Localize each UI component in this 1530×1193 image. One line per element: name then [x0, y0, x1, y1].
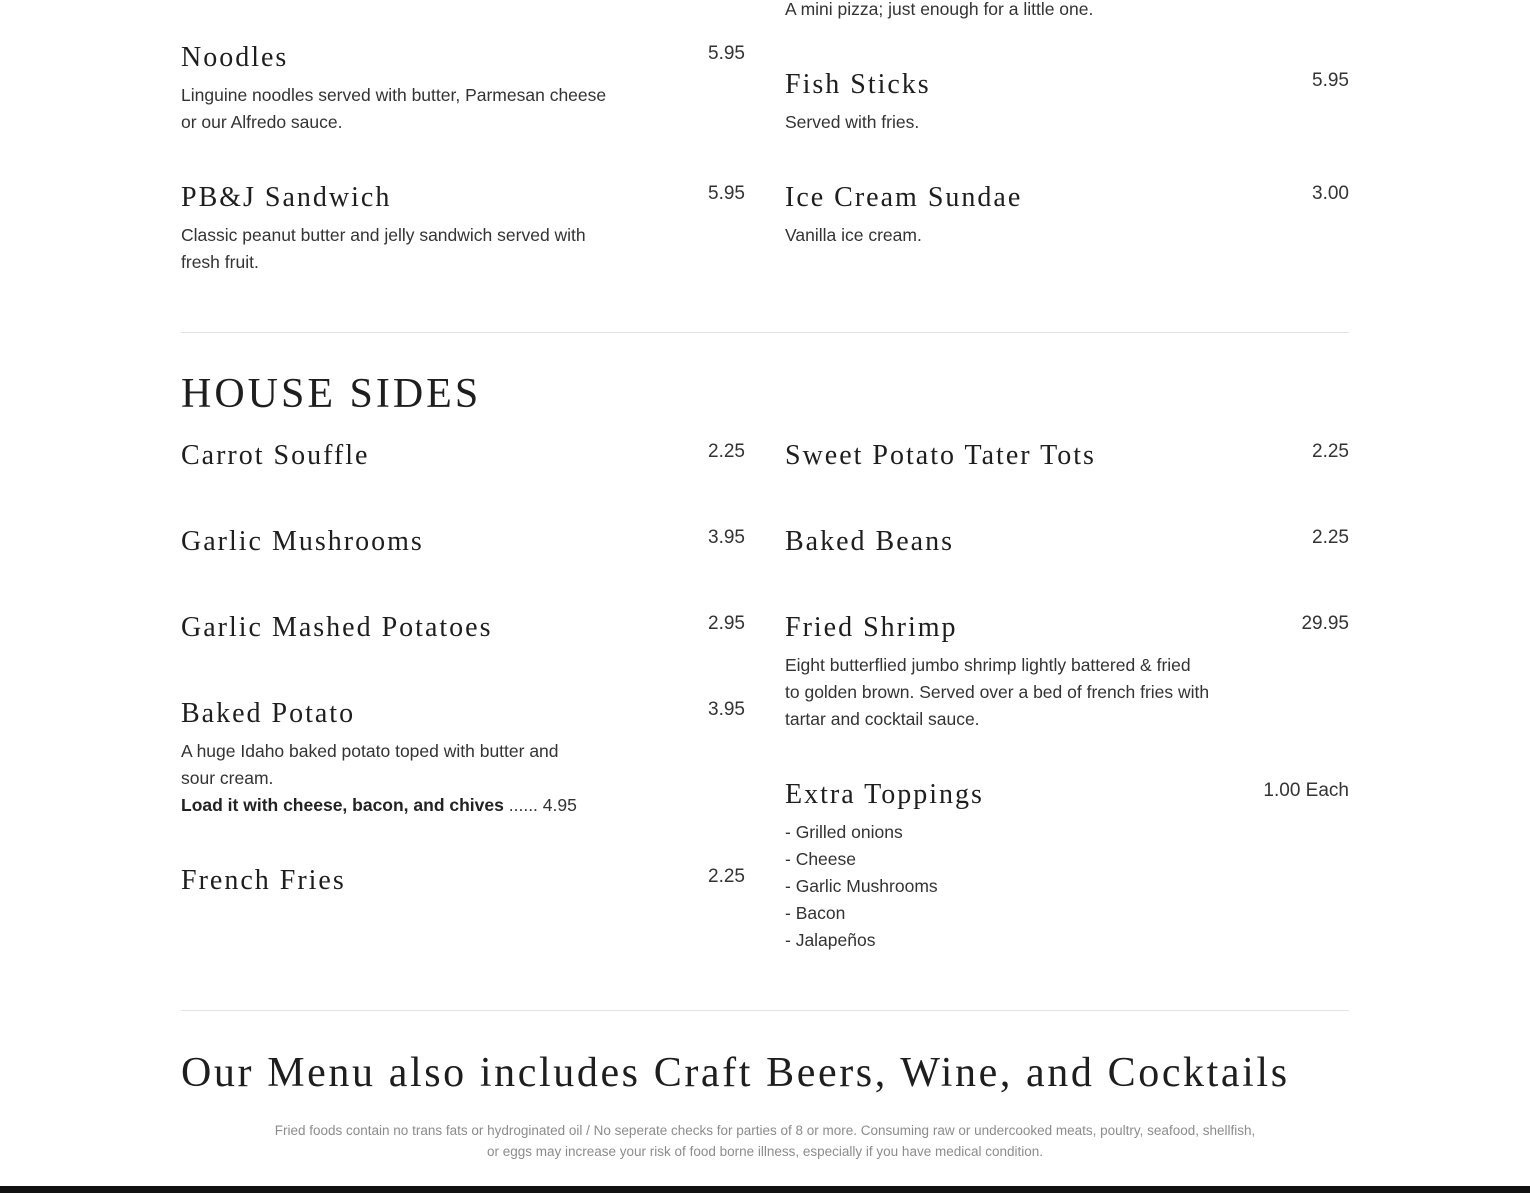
footnote-line: or eggs may increase your risk of food borne illness, especially if you have medical condition. — [486, 1144, 1044, 1159]
menu-item-price: 2.25 — [1312, 441, 1349, 462]
list-item: - Garlic Mushrooms — [785, 876, 938, 896]
menu-item-name: Ice Cream Sundae — [785, 182, 1023, 213]
menu-item-price: 5.95 — [1312, 70, 1349, 91]
upgrade-label: Load it with cheese, bacon, and chives — [181, 795, 504, 815]
upgrade-price: ...... 4.95 — [508, 795, 577, 815]
menu-item-name: Fried Shrimp — [785, 612, 958, 643]
section-title: HOUSE SIDES — [181, 371, 482, 417]
menu-item-price: 3.00 — [1312, 183, 1349, 204]
description-line: Eight butterflied jumbo shrimp lightly battered & fried — [785, 655, 1191, 675]
section-divider — [181, 332, 1349, 333]
menu-item-name: Baked Potato — [181, 698, 356, 729]
description-line: to golden brown. Served over a bed of french fries with — [785, 682, 1210, 702]
toppings-list — [785, 819, 938, 954]
menu-item-price: 3.95 — [708, 699, 745, 720]
menu-item-price: 2.95 — [708, 613, 745, 634]
list-item: - Grilled onions — [785, 822, 903, 842]
description-line: or our Alfredo sauce. — [181, 112, 343, 132]
menu-item-name: Sweet Potato Tater Tots — [785, 440, 1096, 471]
menu-item-description — [785, 652, 1209, 733]
menu-item-name: Garlic Mushrooms — [181, 526, 424, 557]
upgrade-option — [181, 792, 577, 819]
menu-item-name: Garlic Mashed Potatoes — [181, 612, 493, 643]
menu-item-description — [181, 222, 586, 276]
menu-item-name: Carrot Souffle — [181, 440, 370, 471]
description-line: sour cream. — [181, 768, 274, 788]
menu-item-name: PB&J Sandwich — [181, 182, 392, 213]
list-item: - Bacon — [785, 903, 846, 923]
menu-item-price: 5.95 — [708, 43, 745, 64]
description-line: Vanilla ice cream. — [785, 225, 922, 245]
description-line: Linguine noodles served with butter, Parmesan cheese — [181, 85, 607, 105]
menu-item-description — [181, 738, 577, 819]
menu-item-name: French Fries — [181, 865, 346, 896]
menu-item-price: 2.25 — [708, 866, 745, 887]
disclaimer-footnote — [181, 1120, 1349, 1162]
menu-item-name: Fish Sticks — [785, 69, 931, 100]
menu-item-description — [785, 222, 922, 249]
menu-item-price: 2.25 — [1312, 527, 1349, 548]
menu-item-name: Extra Toppings — [785, 779, 984, 810]
description-line: A mini pizza; just enough for a little one. — [785, 0, 1094, 19]
list-item: - Cheese — [785, 849, 857, 869]
drinks-banner: Our Menu also includes Craft Beers, Wine, and Cocktails — [181, 1050, 1290, 1096]
menu-item-description — [181, 82, 606, 136]
footer-bar — [0, 1186, 1530, 1193]
description-line: Classic peanut butter and jelly sandwich served with — [181, 225, 586, 245]
description-line: fresh fruit. — [181, 252, 259, 272]
menu-item-price: 2.25 — [708, 441, 745, 462]
section-divider — [181, 1010, 1349, 1011]
menu-item-name: Noodles — [181, 42, 289, 73]
description-line: Served with fries. — [785, 112, 920, 132]
menu-item-price: 29.95 — [1301, 613, 1349, 634]
list-item: - Jalapeños — [785, 930, 876, 950]
description-line: tartar and cocktail sauce. — [785, 709, 980, 729]
menu-item-price: 5.95 — [708, 183, 745, 204]
menu-item-price: 3.95 — [708, 527, 745, 548]
menu-item-name: Baked Beans — [785, 526, 954, 557]
pizza-description — [785, 0, 1093, 23]
description-line: A huge Idaho baked potato toped with butter and — [181, 741, 559, 761]
menu-item-description — [785, 109, 919, 136]
menu-item-price: 1.00 Each — [1263, 780, 1349, 801]
footnote-line: Fried foods contain no trans fats or hydroginated oil / No seperate checks for parties of 8 or more. Consuming raw or undercooked meats, poultry, seafood, shellfish, — [274, 1123, 1256, 1138]
